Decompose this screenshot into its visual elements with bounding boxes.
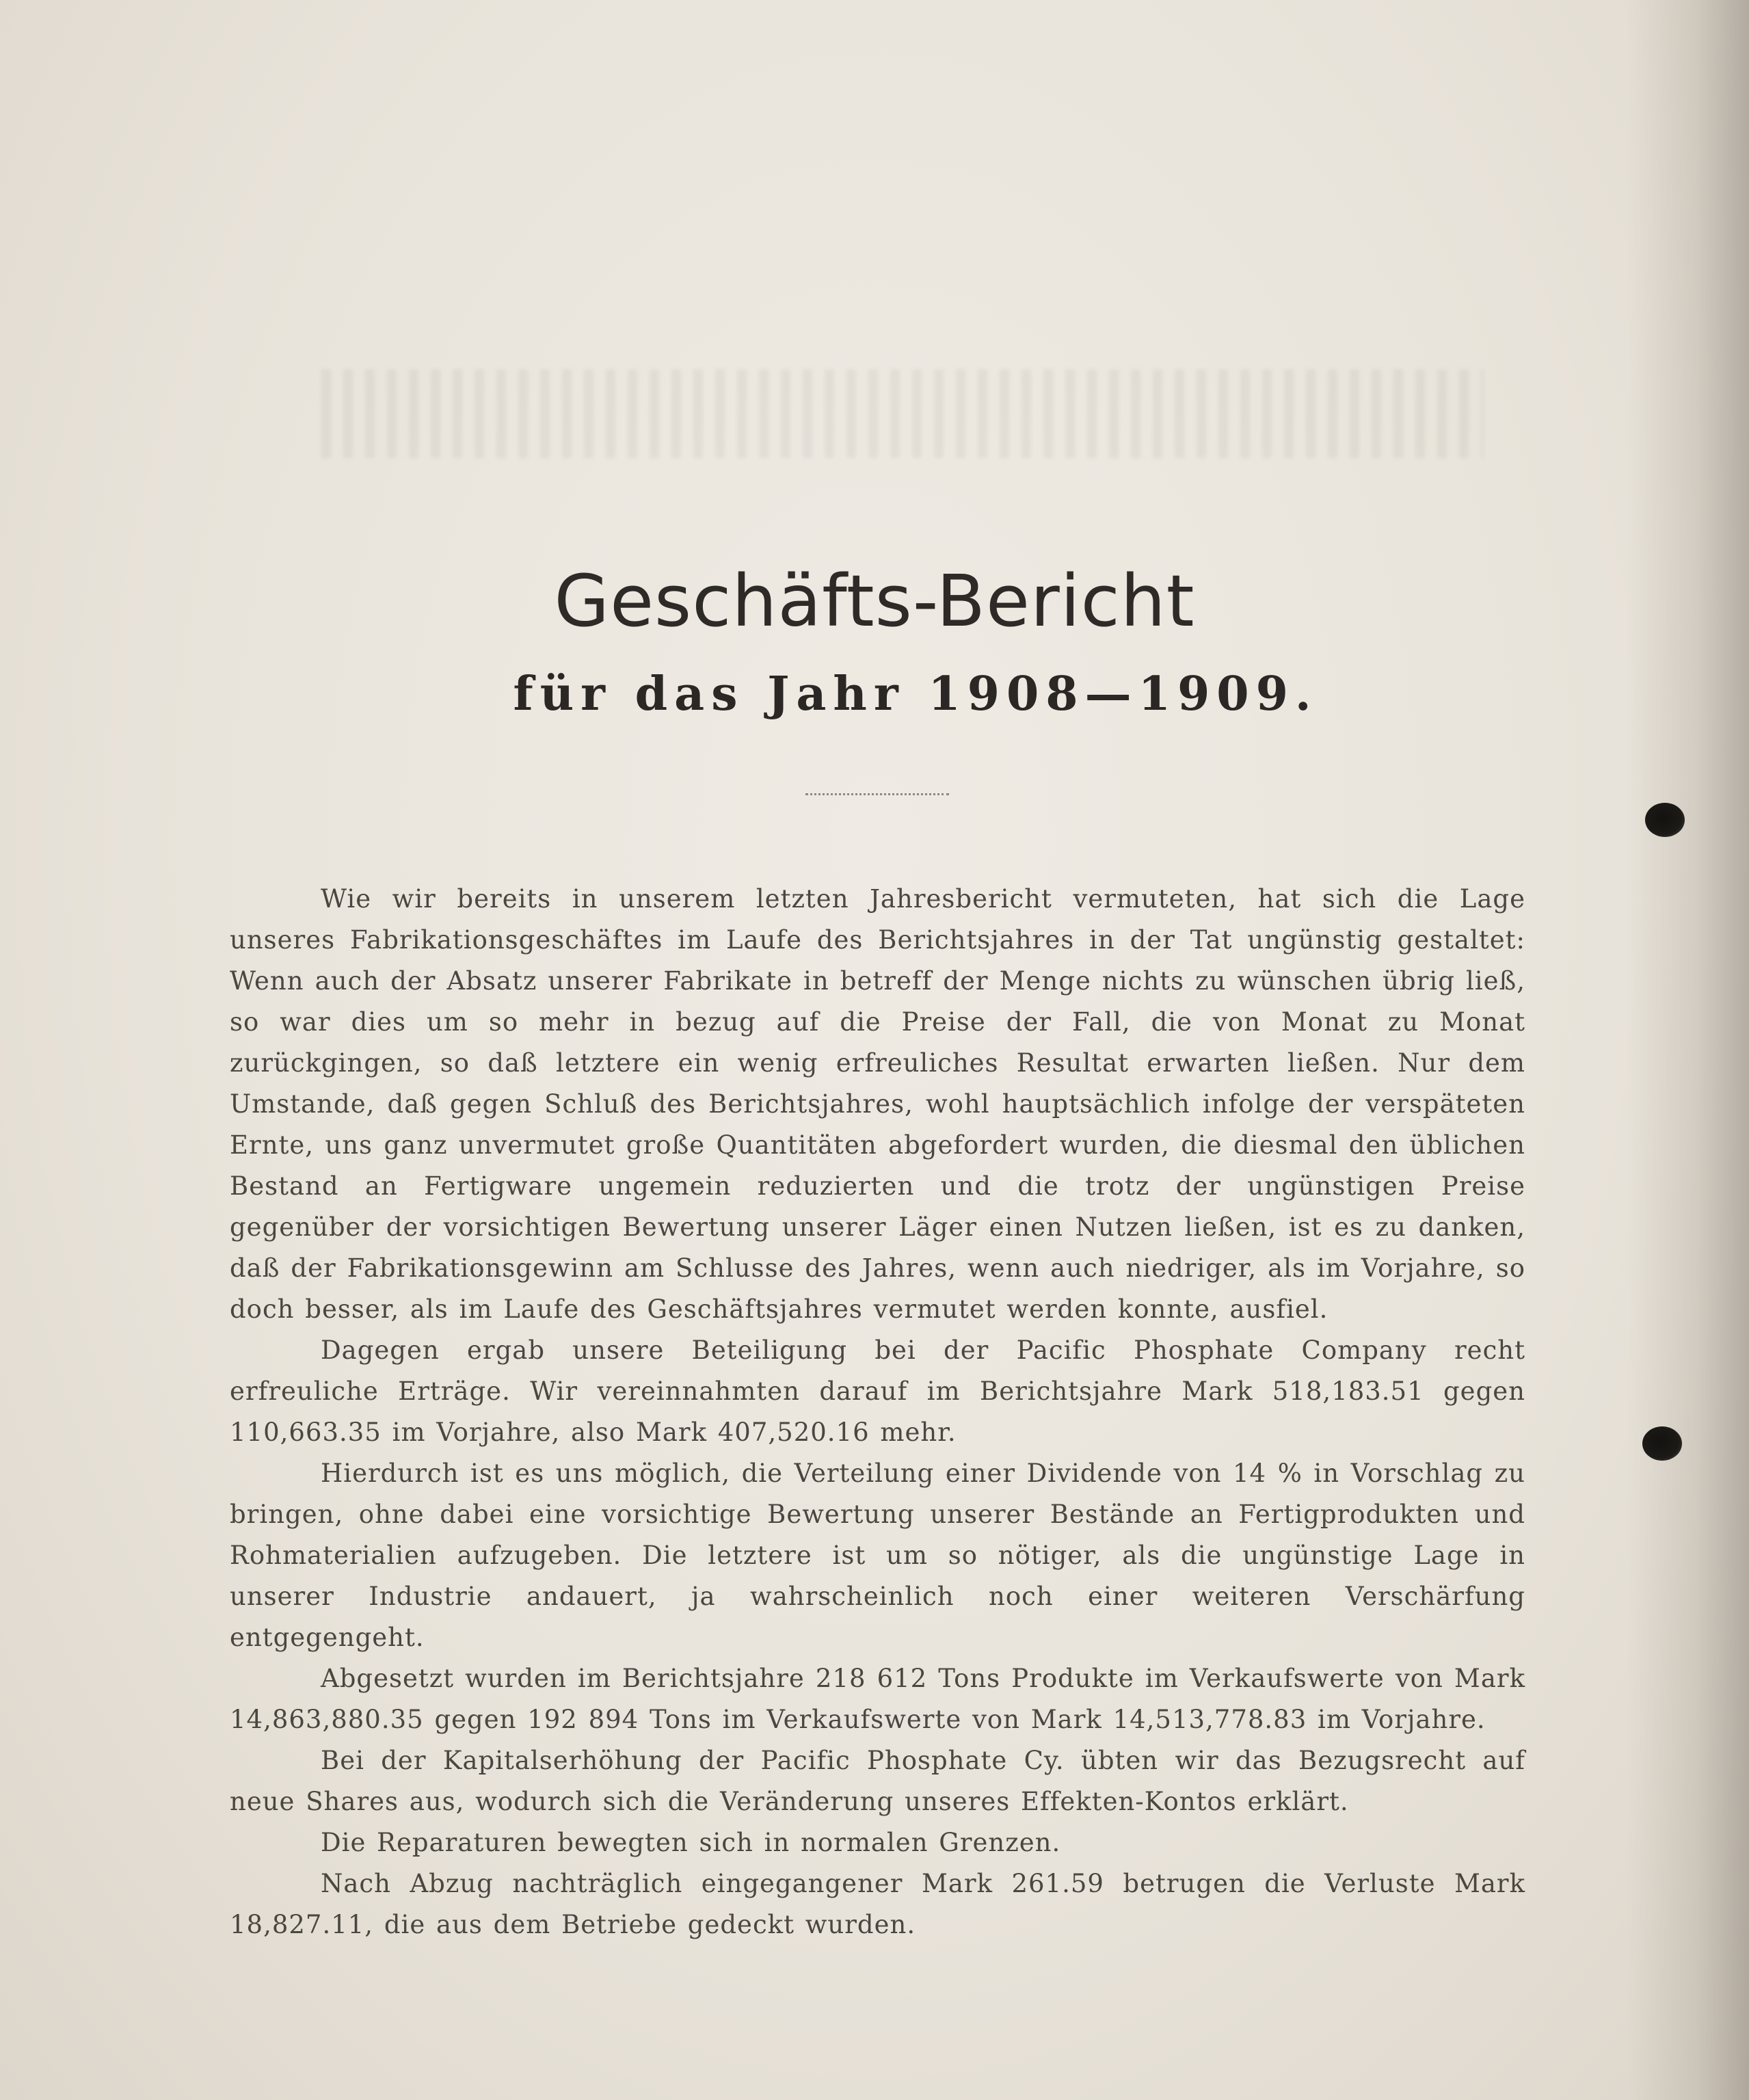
paragraph: Die Reparaturen bewegten sich in normalen Grenzen.: [321, 1828, 1061, 1857]
punch-hole: [1645, 803, 1685, 837]
paragraph: Hierdurch ist es uns möglich, die Verteilung einer Dividende von 14 % in Vorschlag zu bringen, ohne dabei eine vorsichtige Bewertung unserer Bestände an Fertigprodukten und Rohmaterialien aufzugeben. Die letztere ist um so nötiger, als die ungünstige Lage in unserer Industrie andauert, ja wahrscheinlich noch einer weiteren Verschärfung entgegengeht.: [230, 1459, 1525, 1652]
punch-hole: [1642, 1426, 1682, 1461]
ornamental-divider: [805, 793, 949, 802]
paragraph: Dagegen ergab unsere Beteiligung bei der Pacific Phosphate Company recht erfreuliche Erträge. Wir vereinnahmten darauf im Berichtsjahre Mark 518,183.51 gegen 110,663.35 im Vorjahre, also Mark 407,520.16 mehr.: [230, 1335, 1525, 1447]
page-title: Geschäfts-Bericht: [554, 559, 1195, 643]
paragraph: Wie wir bereits in unserem letzten Jahresbericht vermuteten, hat sich die Lage unseres Fabrikationsgeschäftes im Laufe des Berichtsjahres in der Tat ungünstig gestaltet: Wenn auch der Absatz unserer Fabrikate in betreff der Menge nichts zu wünschen übrig ließ, so war dies um so mehr in bezug auf die Preise der Fall, die von Monat zu Monat zurückgingen, so daß letztere ein wenig erfreuliches Resultat erwarten ließen. Nur dem Umstande, daß gegen Schluß des Berichtsjahres, wohl hauptsächlich infolge der verspäteten Ernte, uns ganz unvermutet große Quantitäten abgefordert wurden, die diesmal den üblichen Bestand an Fertigware ungemein reduzierten und die trotz der ungünstigen Preise gegenüber der vorsichtigen Bewertung unserer Läger einen Nutzen ließen, ist es zu danken, daß der Fabrikationsgewinn am Schlusse des Jahres, wenn auch niedriger, als im Vorjahre, so doch besser, als im Laufe des Geschäftsjahres vermutet werden konnte, ausfiel.: [230, 884, 1525, 1324]
paragraph: Bei der Kapitalserhöhung der Pacific Phosphate Cy. übten wir das Bezugsrecht auf neue Shares aus, wodurch sich die Veränderung unseres Effekten-Kontos erklärt.: [230, 1746, 1525, 1816]
report-body: [230, 879, 1525, 1945]
show-through-text: [321, 369, 1484, 458]
page-subtitle: für das Jahr 1908—1909.: [513, 667, 1318, 721]
paragraph: Abgesetzt wurden im Berichtsjahre 218 612 Tons Produkte im Verkaufswerte von Mark 14,863,880.35 gegen 192 894 Tons im Verkaufswerte von Mark 14,513,778.83 im Vorjahre.: [230, 1664, 1525, 1734]
paragraph: Nach Abzug nachträglich eingegangener Mark 261.59 betrugen die Verluste Mark 18,827.11, die aus dem Betriebe gedeckt wurden.: [230, 1869, 1525, 1939]
